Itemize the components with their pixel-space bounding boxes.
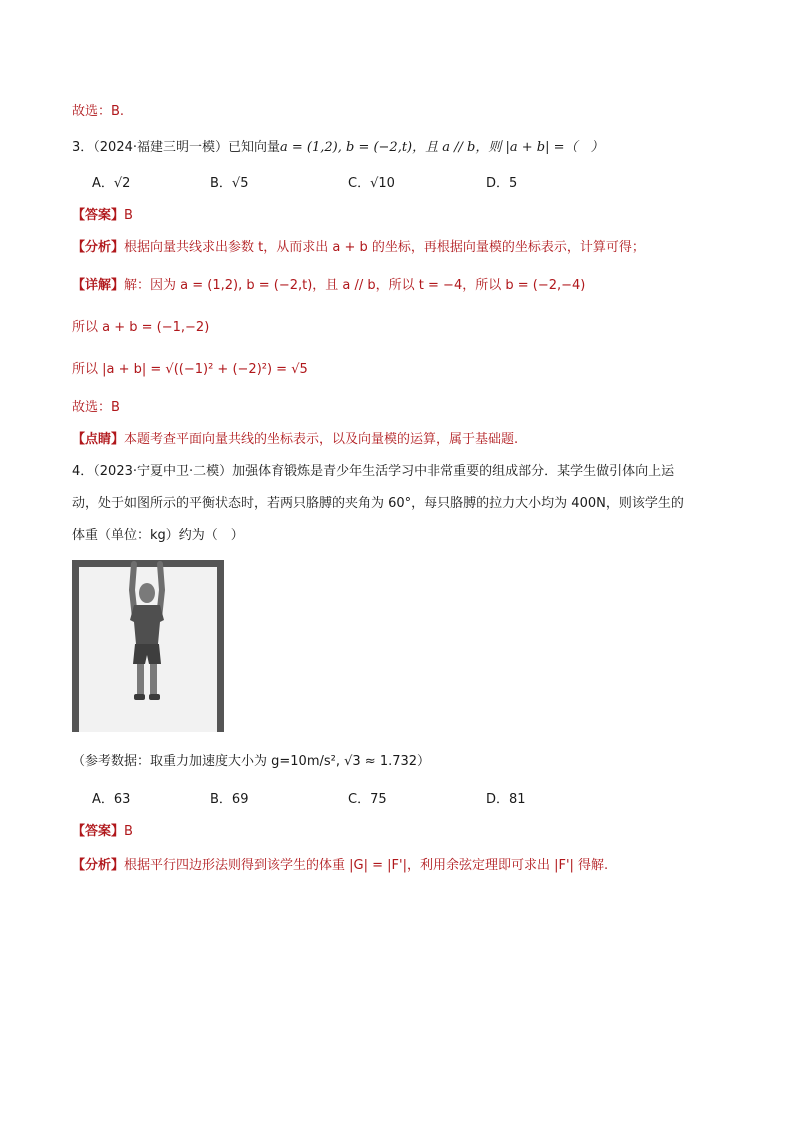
q4-option-c: C．75 <box>348 792 387 807</box>
q3-analysis-tag: 【分析】 <box>72 240 125 255</box>
q4-analysis-text: 根据平行四边形法则得到该学生的体重 |G| = |F'|，利用余弦定理即可求出 |F'| 得解. <box>124 858 609 873</box>
q4-option-d: D．81 <box>486 792 526 807</box>
q4-option-b: B．69 <box>210 792 249 807</box>
q3-option-b: B．√5 <box>210 176 249 191</box>
q4-analysis <box>72 856 608 876</box>
q4-answer-value: B <box>124 824 133 839</box>
q3-detail-tag: 【详解】 <box>72 278 125 293</box>
q3-given: a = (1,2), b = (−2,t)，且 a // b，则 |a + b| =（ ） <box>280 140 604 155</box>
q3-answer-tag: 【答案】 <box>72 208 125 223</box>
q4-analysis-tag: 【分析】 <box>72 858 125 873</box>
q4-answer-tag: 【答案】 <box>72 824 125 839</box>
q3-answer <box>72 206 133 226</box>
choose-answer-prev: 故选：B. <box>72 104 125 119</box>
q3-detail <box>72 276 585 296</box>
q3-answer-value: B <box>124 208 133 223</box>
q3-detail-text: 解：因为 a = (1,2), b = (−2,t)，且 a // b，所以 t = −4，所以 b = (−2,−4) <box>124 278 586 293</box>
q3-step2: 所以 |a + b| = √((−1)² + (−2)²) = √5 <box>72 362 308 377</box>
q3-choose: 故选：B <box>72 400 120 415</box>
q3-option-a: A．√2 <box>92 176 131 191</box>
q3-comment-tag: 【点睛】 <box>72 432 125 447</box>
q4-answer <box>72 822 133 842</box>
q3-comment-text: 本题考查平面向量共线的坐标表示，以及向量模的运算，属于基础题. <box>124 432 519 447</box>
q3-stem <box>72 138 604 158</box>
q4-option-a: A．63 <box>92 792 131 807</box>
q3-comment <box>72 430 518 450</box>
q3-option-c: C．√10 <box>348 176 395 191</box>
q3-option-d: D．5 <box>486 176 518 191</box>
q3-step1: 所以 a + b = (−1,−2) <box>72 320 210 335</box>
q4-stem-line2: 动，处于如图所示的平衡状态时，若两只胳膊的夹角为 60°，每只胳膊的拉力大小均为 400N，则该学生的 <box>72 496 684 511</box>
q4-stem-line3: 体重（单位：kg）约为（ ） <box>72 528 244 543</box>
q3-header: 3．（2024·福建三明一模）已知向量 <box>72 140 280 155</box>
q4-stem-line1: 4．（2023·宁夏中卫·二模）加强体育锻炼是青少年生活学习中非常重要的组成部分．某学生做引体向上运 <box>72 464 675 479</box>
pull-up-figure <box>72 560 224 732</box>
q3-analysis <box>72 238 645 258</box>
q3-analysis-text: 根据向量共线求出参数 t，从而求出 a + b 的坐标，再根据向量模的坐标表示，计算可得； <box>124 240 645 255</box>
q4-reference: （参考数据：取重力加速度大小为 g=10m/s², √3 ≈ 1.732） <box>72 754 431 769</box>
